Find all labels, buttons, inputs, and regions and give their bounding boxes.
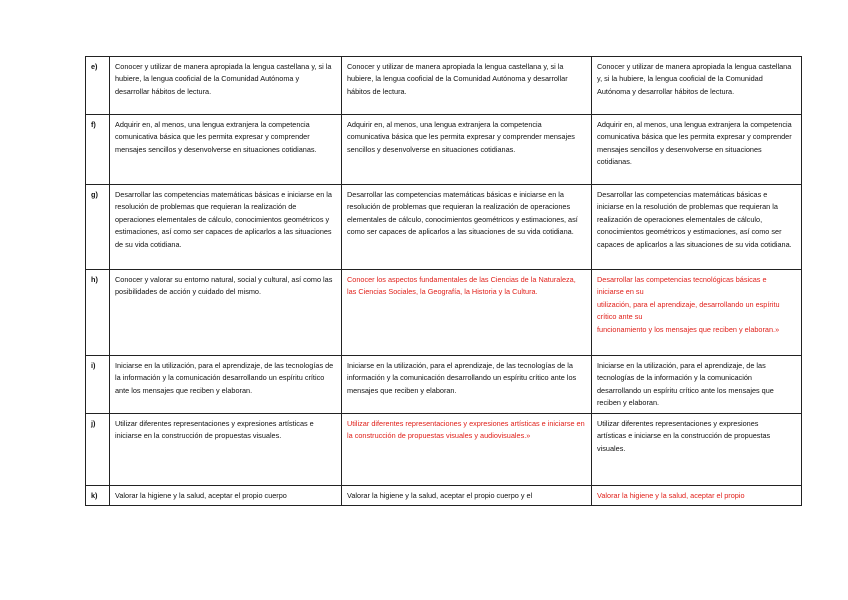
cell-col1: Desarrollar las competencias matemáticas básicas e iniciarse en la resolución de problemas que requieran la realización de operaciones elementales de cálculo, conocimientos geométricos y estimaciones, así como ser capaces de aplicarlos a las situaciones de su vida cotidiana. [110,185,342,270]
cell-col2: Iniciarse en la utilización, para el aprendizaje, de las tecnologías de la información y la comunicación desarrollando un espíritu crítico ante los mensajes que reciben y elaboran. [342,356,592,414]
cell-line: funcionamiento y los mensajes que reciben y elaboran.» [597,324,780,334]
table-row-h [86,270,802,356]
cell-col3-modified: Valorar la higiene y la salud, aceptar el propio [592,486,802,506]
table-row-j [86,414,802,486]
table-row-e [86,57,802,115]
cell-line: Desarrollar las competencias tecnológicas básicas e iniciarse en su [597,275,767,297]
cell-line: Utilizar diferentes representaciones y expresiones [597,419,759,428]
table-row-k [86,486,802,506]
cell-col1: Adquirir en, al menos, una lengua extranjera la competencia comunicativa básica que les permita expresar y comprender mensajes sencillos y desenvolverse en situaciones cotidianas. [110,115,342,185]
cell-line: visuales. [597,443,626,453]
cell-col2: Adquirir en, al menos, una lengua extranjera la competencia comunicativa básica que les permita expresar y comprender mensajes sencillos y desenvolverse en situaciones cotidianas. [342,115,592,185]
cell-col2: Valorar la higiene y la salud, aceptar el propio cuerpo y el [342,486,592,506]
cell-col1: Valorar la higiene y la salud, aceptar el propio cuerpo [110,486,342,506]
cell-col2-modified: Conocer los aspectos fundamentales de las Ciencias de la Naturaleza, las Ciencias Sociales, la Geografía, la Historia y la Cultura. [342,270,592,356]
cell-col2-modified: Utilizar diferentes representaciones y expresiones artísticas e iniciarse en la construcción de propuestas visuales y audiovisuales.» [342,414,592,486]
cell-col3: Adquirir en, al menos, una lengua extranjera la competencia comunicativa básica que les permita expresar y comprender mensajes sencillos y desenvolverse en situaciones cotidianas. [592,115,802,185]
cell-line: utilización, para el aprendizaje, desarrollando un espíritu crítico ante su [597,299,780,322]
row-letter: h) [86,270,110,356]
table-row-g [86,185,802,270]
cell-line: artísticas e iniciarse en la construcción de propuestas [597,431,771,441]
objectives-comparison-table [85,56,802,506]
cell-col3-modified [592,270,802,356]
table-row-f [86,115,802,185]
cell-col2: Desarrollar las competencias matemáticas básicas e iniciarse en la resolución de problemas que requieran la realización de operaciones elementales de cálculo, conocimientos geométricos y estimaciones, así como ser capaces de aplicarlos a las situaciones de su vida cotidiana. [342,185,592,270]
row-letter: g) [86,185,110,270]
row-letter: e) [86,57,110,115]
row-letter: k) [86,486,110,506]
cell-col1: Utilizar diferentes representaciones y expresiones artísticas e iniciarse en la construcción de propuestas visuales. [110,414,342,486]
cell-col1: Conocer y valorar su entorno natural, social y cultural, así como las posibilidades de acción y cuidado del mismo. [110,270,342,356]
cell-col3: Iniciarse en la utilización, para el aprendizaje, de las tecnologías de la información y la comunicación desarrollando un espíritu crítico ante los mensajes que reciben y elaboran. [592,356,802,414]
cell-col3: Conocer y utilizar de manera apropiada la lengua castellana y, si la hubiere, la lengua cooficial de la Comunidad Autónoma y desarrollar hábitos de lectura. [592,57,802,115]
row-letter: j) [86,414,110,486]
row-letter: f) [86,115,110,185]
row-letter: i) [86,356,110,414]
cell-col3 [592,414,802,486]
cell-col1: Iniciarse en la utilización, para el aprendizaje, de las tecnologías de la información y la comunicación desarrollando un espíritu crítico ante los mensajes que reciben y elaboran. [110,356,342,414]
cell-col2: Conocer y utilizar de manera apropiada la lengua castellana y, si la hubiere, la lengua cooficial de la Comunidad Autónoma y desarrollar hábitos de lectura. [342,57,592,115]
cell-col1: Conocer y utilizar de manera apropiada la lengua castellana y, si la hubiere, la lengua cooficial de la Comunidad Autónoma y desarrollar hábitos de lectura. [110,57,342,115]
cell-col3: Desarrollar las competencias matemáticas básicas e iniciarse en la resolución de problemas que requieran la realización de operaciones elementales de cálculo, conocimientos geométricos y estimaciones, así como ser capaces de aplicarlos a las situaciones de su vida cotidiana. [592,185,802,270]
table-row-i [86,356,802,414]
